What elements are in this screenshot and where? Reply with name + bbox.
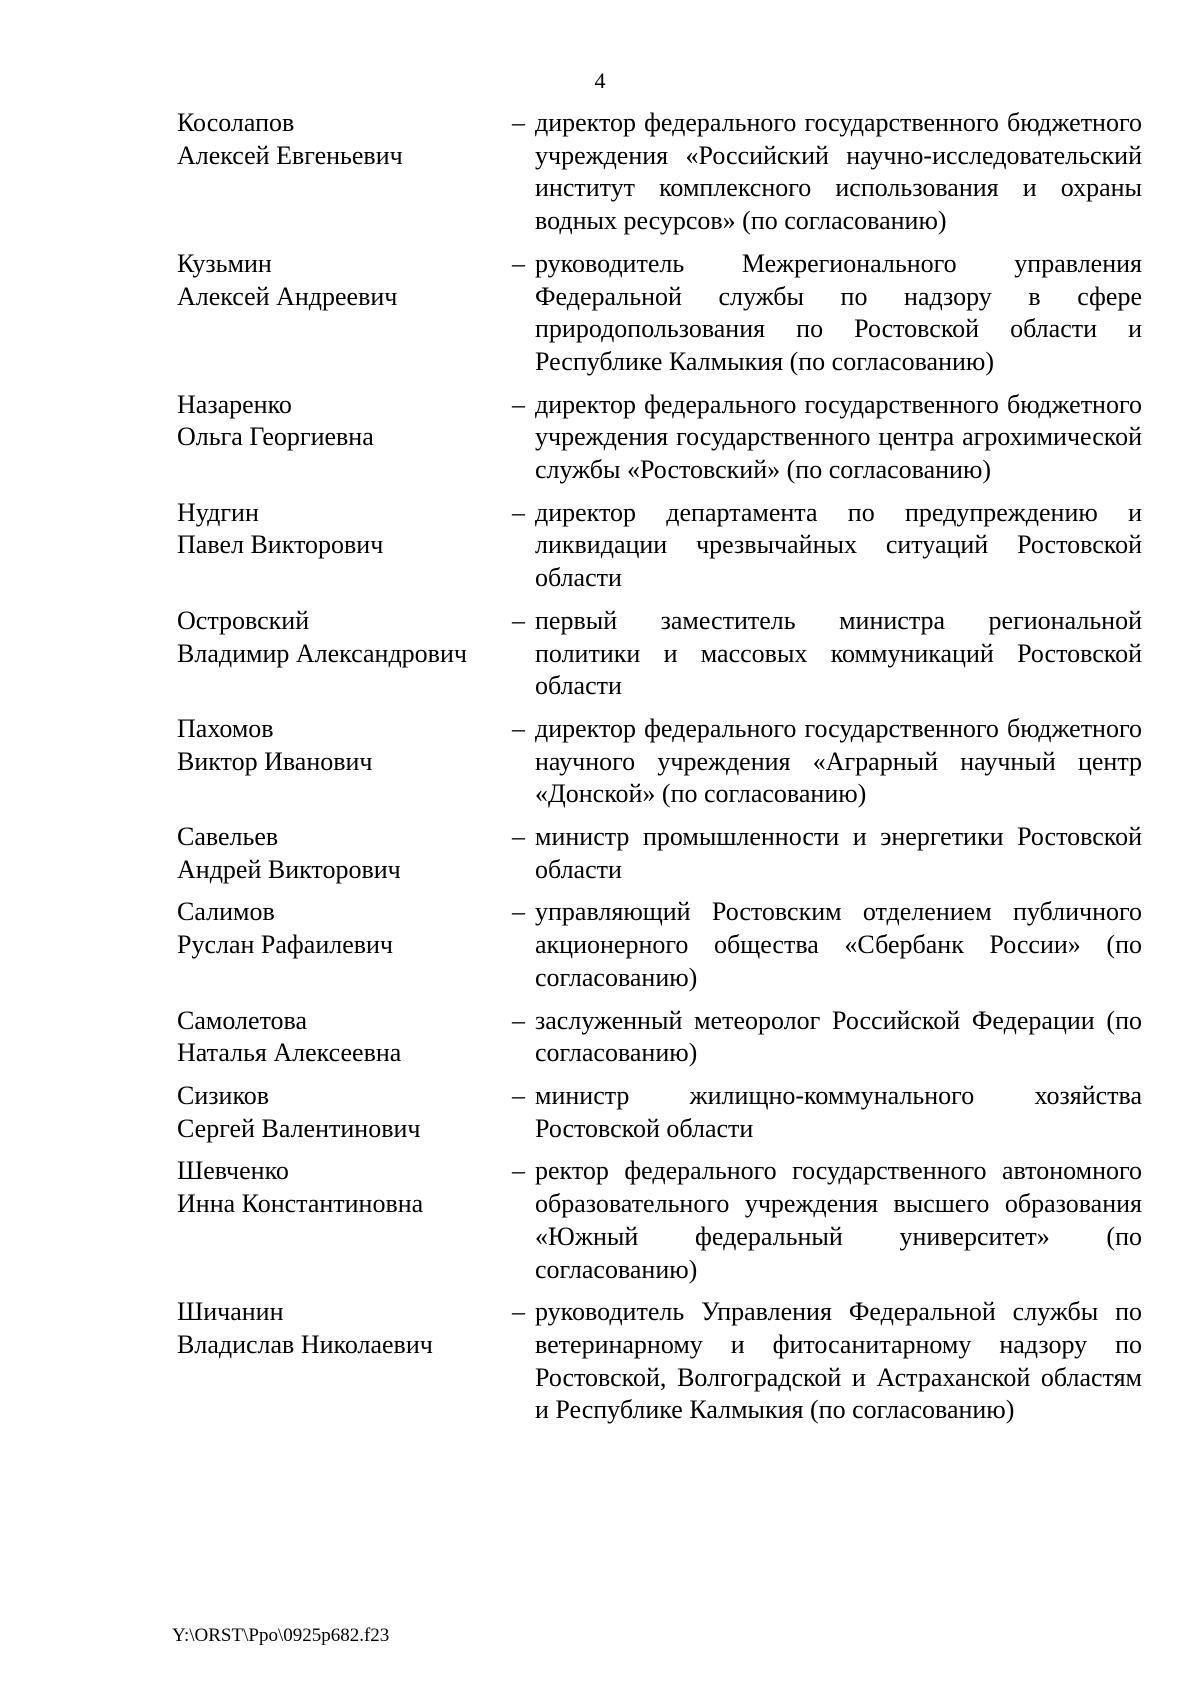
member-surname: Сизиков [177,1080,270,1110]
member-name [177,1080,507,1145]
member-entry [177,1296,1142,1427]
member-position: директор департамента по предупреждению и ликвидации чрезвычайных ситуаций Ростовской области [535,497,1142,593]
member-given-names: Алексей Андреевич [177,281,398,311]
member-given-names: Ольга Георгиевна [177,422,374,452]
member-name [177,1155,507,1220]
member-entry [177,713,1142,811]
member-dash: – [512,822,525,852]
member-entry [177,497,1142,595]
member-surname: Нудгин [177,497,259,527]
member-dash: – [512,389,525,419]
member-name [177,1296,507,1361]
member-given-names: Павел Викторович [177,530,384,560]
member-dash: – [512,108,525,137]
member-given-names: Руслан Рафаилевич [177,930,394,960]
member-dash: – [512,897,525,927]
member-entry [177,107,1142,238]
member-dash: – [512,713,525,743]
member-position: министр промышленности и энергетики Ростовской области [535,822,1142,884]
member-name [177,107,507,172]
member-dash: – [512,1156,525,1186]
member-name [177,248,507,313]
member-entry [177,821,1142,886]
member-position: министр жилищно-коммунального хозяйства Ростовской области [535,1080,1142,1143]
member-given-names: Виктор Иванович [177,746,373,776]
member-name [177,896,507,961]
member-surname: Косолапов [177,108,295,137]
member-surname: Кузьмин [177,248,272,278]
member-surname: Пахомов [177,713,274,743]
member-given-names: Владислав Николаевич [177,1329,433,1359]
member-dash: – [512,1080,525,1110]
member-given-names: Инна Константиновна [177,1189,424,1219]
member-surname: Самолетова [177,1005,307,1035]
member-name [177,497,507,562]
member-name [177,1005,507,1070]
member-dash: – [512,605,525,635]
member-position: руководитель Межрегионального управления Федеральной службы по надзору в сфере природопользования по Ростовской области и Республике Калмыкия (по согласованию) [535,248,1142,376]
member-name [177,605,507,670]
member-name [177,713,507,778]
member-given-names: Владимир Александрович [177,638,467,668]
member-dash: – [512,1297,525,1327]
member-position: управляющий Ростовским отделением публичного акционерного общества «Сбербанк России» (по согласованию) [535,897,1142,992]
member-surname: Шичанин [177,1297,284,1327]
member-given-names: Наталья Алексеевна [177,1038,402,1068]
member-surname: Шевченко [177,1156,289,1186]
member-entry [177,605,1142,703]
member-list [177,107,1142,1427]
member-surname: Савельев [177,822,279,852]
member-position: директор федерального государственного бюджетного учреждения «Российский научно-исследовательский институт комплексного использования и охраны водных ресурсов» (по согласованию) [535,108,1142,236]
member-entry [177,248,1142,379]
member-surname: Назаренко [177,389,292,419]
member-name [177,821,507,886]
file-path-footer: Y:\ORST\Ppo\0925p682.f23 [172,1625,390,1646]
member-surname: Салимов [177,897,275,927]
member-entry [177,1155,1142,1286]
member-surname: Островский [177,605,310,635]
member-entry [177,1005,1142,1070]
member-dash: – [512,248,525,278]
member-given-names: Сергей Валентинович [177,1113,421,1143]
member-position: руководитель Управления Федеральной службы по ветеринарному и фитосанитарному надзору по Ростовской, Волгоградской и Астраханской областям и Республике Калмыкия (по согласованию) [535,1297,1142,1425]
member-position: директор федерального государственного бюджетного научного учреждения «Аграрный научный центр «Донской» (по согласованию) [535,713,1142,809]
member-position: первый заместитель министра региональной политики и массовых коммуникаций Ростовской области [535,605,1142,701]
member-name [177,389,507,454]
member-dash: – [512,497,525,527]
member-position: ректор федерального государственного автономного образовательного учреждения высшего образования «Южный федеральный университет» (по согласованию) [535,1156,1142,1284]
member-position: заслуженный метеоролог Российской Федерации (по согласованию) [535,1005,1142,1068]
member-entry [177,1080,1142,1145]
member-dash: – [512,1005,525,1035]
member-entry [177,896,1142,994]
page-number: 4 [594,68,606,93]
member-position: директор федерального государственного бюджетного учреждения государственного центра агрохимической службы «Ростовский» (по согласованию) [535,389,1142,485]
member-entry [177,389,1142,487]
member-given-names: Андрей Викторович [177,854,401,884]
member-given-names: Алексей Евгеньевич [177,140,403,170]
